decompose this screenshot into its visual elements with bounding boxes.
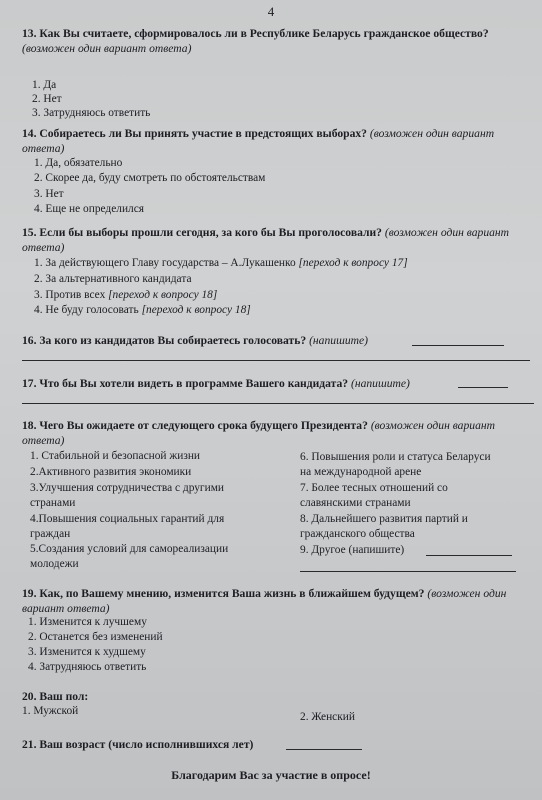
- q13-option-3[interactable]: 3. Затрудняюсь ответить: [32, 107, 151, 119]
- question-20-title: 20. Ваш пол:: [22, 690, 89, 703]
- q18-option-4[interactable]: 4.Повышения социальных гарантий для: [30, 513, 225, 525]
- question-15-note: (возможен один вариант ответа): [22, 226, 510, 254]
- q15-option-1-text: 1. За действующего Главу государства – А.Лукашенко: [34, 257, 299, 269]
- q16-answer-line-2[interactable]: [22, 360, 530, 361]
- question-20: [22, 689, 527, 704]
- question-14-title: 14. Собираетесь ли Вы принять участие в предстоящих выборах?: [22, 127, 367, 140]
- q18-option-9[interactable]: 9. Другое (напишите): [300, 544, 405, 556]
- q18-other-line-1[interactable]: [426, 555, 512, 556]
- question-16-note: (напишите): [309, 334, 368, 347]
- q18-option-5[interactable]: 5.Создания условий для самореализации: [30, 543, 229, 555]
- question-18-note: (возможен один вариант ответа): [22, 419, 495, 447]
- q15-option-4[interactable]: [34, 303, 251, 317]
- q18-option-8[interactable]: 8. Дальнейшего развития партий и: [300, 513, 468, 525]
- question-21: [22, 737, 527, 752]
- q20-option-female[interactable]: 2. Женский: [300, 711, 355, 723]
- question-19-title: 19. Как, по Вашему мнению, изменится Ваша жизнь в ближайшем будущем?: [22, 587, 425, 600]
- question-18-title: 18. Чего Вы ожидаете от следующего срока будущего Президента?: [22, 419, 368, 432]
- q13-option-2[interactable]: 2. Нет: [32, 93, 62, 105]
- q18-option-5-cont: молодежи: [30, 558, 79, 570]
- q18-option-7[interactable]: 7. Более тесных отношений со: [300, 482, 448, 494]
- q18-option-3[interactable]: 3.Улучшения сотрудничества с другими: [30, 482, 225, 494]
- question-14-note: (возможен один вариант ответа): [22, 127, 495, 155]
- q18-other-line-2[interactable]: [300, 571, 516, 572]
- q21-age-line[interactable]: [286, 749, 362, 750]
- question-17: [22, 376, 527, 391]
- q14-option-4[interactable]: 4. Еще не определился: [34, 203, 145, 215]
- q19-option-4[interactable]: 4. Затрудняюсь ответить: [28, 661, 147, 673]
- question-13-title: 13. Как Вы считаете, сформировалось ли в Республике Беларусь гражданское общество?: [22, 27, 489, 40]
- question-21-title: 21. Ваш возраст (число исполнившихся лет): [22, 738, 254, 751]
- page-number: 4: [267, 4, 275, 19]
- q16-answer-line-1[interactable]: [412, 345, 504, 346]
- q19-option-2[interactable]: 2. Останется без изменений: [28, 631, 163, 643]
- question-15: [22, 225, 527, 255]
- q14-option-2[interactable]: 2. Скорее да, буду смотреть по обстоятельствам: [34, 172, 266, 184]
- q15-option-2-text: 2. За альтернативного кандидата: [34, 273, 192, 285]
- q18-option-8-cont: гражданского общества: [300, 528, 415, 540]
- q18-option-6[interactable]: 6. Повышения роли и статуса Беларуси: [300, 451, 491, 463]
- q15-option-3[interactable]: [34, 288, 217, 302]
- q15-option-4-hint: [переход к вопросу 18]: [141, 304, 251, 316]
- q17-answer-line-1[interactable]: [458, 387, 508, 388]
- q18-option-1[interactable]: 1. Стабильной и безопасной жизни: [30, 450, 201, 462]
- q13-option-1[interactable]: 1. Да: [32, 79, 57, 91]
- q18-option-7-cont: славянскими странами: [300, 497, 411, 509]
- question-19-note: (возможен один вариант ответа): [22, 587, 507, 615]
- question-13-note: (возможен один вариант ответа): [22, 42, 192, 55]
- question-14: [22, 126, 527, 156]
- question-13: [22, 26, 527, 56]
- q15-option-4-text: 4. Не буду голосовать: [34, 304, 142, 316]
- question-19: [22, 586, 527, 616]
- question-15-title: 15. Если бы выборы прошли сегодня, за кого бы Вы проголосовали?: [22, 226, 382, 239]
- q17-answer-line-2[interactable]: [22, 403, 534, 404]
- q18-option-3-cont: странами: [30, 497, 76, 509]
- q15-option-1-hint: [переход к вопросу 17]: [298, 257, 408, 269]
- q19-option-1[interactable]: 1. Изменится к лучшему: [28, 616, 147, 628]
- q15-option-3-text: 3. Против всех: [34, 289, 109, 301]
- q14-option-3[interactable]: 3. Нет: [34, 188, 64, 200]
- q18-option-6-cont: на международной арене: [300, 466, 422, 478]
- question-18: [22, 418, 527, 448]
- q15-option-1[interactable]: [34, 256, 408, 270]
- question-17-title: 17. Что бы Вы хотели видеть в программе Вашего кандидата?: [22, 377, 349, 390]
- q15-option-3-hint: [переход к вопросу 18]: [108, 289, 218, 301]
- q19-option-3[interactable]: 3. Изменится к худшему: [28, 646, 146, 658]
- thanks-message: Благодарим Вас за участие в опросе!: [171, 768, 371, 782]
- question-16-title: 16. За кого из кандидатов Вы собираетесь голосовать?: [22, 334, 307, 347]
- q18-option-4-cont: граждан: [30, 528, 71, 540]
- question-17-note: (напишите): [350, 377, 410, 390]
- q18-option-2[interactable]: 2.Активного развития экономики: [30, 466, 192, 478]
- q15-option-2[interactable]: [34, 272, 192, 286]
- q14-option-1[interactable]: 1. Да, обязательно: [34, 157, 123, 169]
- q20-option-male[interactable]: 1. Мужской: [22, 705, 79, 717]
